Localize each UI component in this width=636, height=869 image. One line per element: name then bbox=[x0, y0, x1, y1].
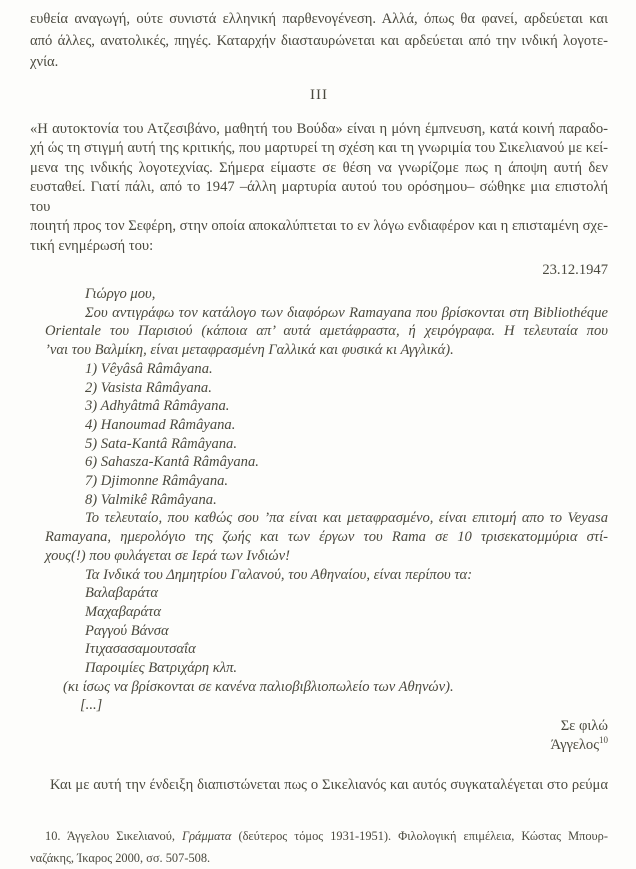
intro-line: χνία. bbox=[30, 54, 59, 70]
letter-line: Τα Ινδικά του Δημητρίου Γαλανού, του Αθηναίου, είναι περίπου τα: bbox=[85, 566, 473, 583]
greek-title-item: Ιτιχασασαμουτσαΐα bbox=[85, 641, 196, 658]
ramayana-item: 2) Vasista Râmâyana. bbox=[85, 379, 212, 396]
ramayana-item: 1) Vêyâsâ Râmâyana. bbox=[85, 360, 213, 377]
footnote-line: ναζάκης, Ίκαρος 2000, σσ. 507-508. bbox=[30, 850, 211, 865]
body-line: χή ώς τη στιγμή αυτή της κριτικής, που μαρτυρεί τη σχέση και τη γνωριμία του Σικελιανού με κεί- bbox=[30, 140, 608, 156]
letter-signature: Άγγελος bbox=[550, 737, 599, 754]
ramayana-item: 7) Djimonne Râmâyana. bbox=[85, 473, 229, 490]
footnote-book-title: Γράμματα bbox=[182, 829, 232, 844]
letter-closing-block bbox=[30, 717, 608, 755]
ramayana-item: 3) Adhyâtmâ Râmâyana. bbox=[85, 398, 230, 415]
letter-signature-line bbox=[30, 736, 608, 755]
body-line: «Η αυτοκτονία του Ατζεσιβάνο, μαθητή του Βούδα» είναι η μόνη έμπνευση, κατά κοινή παραδο- bbox=[30, 120, 608, 137]
intro-line: από άλλες, ανατολικές, πηγές. Καταρχήν διασταυρώνεται και αρδεύεται από την ινδική λογοτε- bbox=[30, 32, 608, 49]
letter-line: χους(!) που φυλάγεται σε Ιερά των Ινδιών! bbox=[45, 547, 290, 564]
ramayana-item: 8) Valmikê Râmâyana. bbox=[85, 491, 217, 508]
letter-line: Σου αντιγράφω τον κατάλογο των διαφόρων Ramayana που βρίσκονται στη Bibliothéque bbox=[85, 304, 608, 321]
footnote-number: 10. bbox=[45, 829, 61, 844]
letter-closing: Σε φιλώ bbox=[560, 718, 608, 735]
greek-titles-list bbox=[45, 584, 608, 678]
letter-date: 23.12.1947 bbox=[542, 262, 608, 278]
section-heading-roman-numeral: III bbox=[310, 86, 328, 103]
body-line: τική ενημέρωσή του: bbox=[30, 237, 154, 254]
greek-title-item: Ραγγού Βάνσα bbox=[85, 622, 169, 639]
letter-line: ’ναι του Βαλμίκη, είναι μεταφρασμένη Γαλλικά και φυσικά κι Αγγλικά). bbox=[45, 342, 454, 359]
intro-line: ευθεία αναγωγή, ούτε συνιστά ελληνική παρθενογένεση. Αλλά, όπως θα φανεί, αρδεύεται και bbox=[30, 11, 608, 27]
quoted-letter bbox=[45, 285, 608, 715]
letter-salutation: Γιώργο μου, bbox=[85, 286, 156, 302]
letter-line: Orientale του Παρισιού (κάποια απ’ αυτά αμετάφραστα, ή χειρόγραφα. Η τελευταία που bbox=[45, 323, 608, 340]
closing-paragraph: Και με αυτή την ένδειξη διαπιστώνεται πως ο Σικελιανός και αυτός συγκαταλέγεται στο ρεύμα bbox=[50, 777, 608, 794]
letter-ellipsis: [...] bbox=[80, 697, 103, 714]
ramayana-list bbox=[45, 360, 608, 510]
body-line: ποιητή προς τον Σεφέρη, στην οποία αποκαλύπτεται το εν λόγω ενδιαφέρον και η επισταμένη σχε- bbox=[30, 218, 608, 234]
greek-title-item: Παροιμίες Βατριχάρη κλπ. bbox=[85, 660, 238, 677]
footnote-text: Άγγελου Σικελιανού, bbox=[60, 829, 183, 844]
body-line: μενα της ινδικής λογοτεχνίας. Σήμερα είμαστε σε θέση να γνωρίζομε πως η άποψη αυτή δεν bbox=[30, 159, 608, 176]
letter-parenthetical: (κι ίσως να βρίσκονται σε κανένα παλιοβιβλιοπωλείο των Αθηνών). bbox=[63, 678, 454, 695]
letter-line: Το τελευταίο, που καθώς σου ’πα είναι και μεταφρασμένο, είναι επιτομή απο το Veyasa bbox=[85, 510, 608, 527]
ramayana-item: 5) Sata-Kantâ Râmâyana. bbox=[85, 435, 238, 452]
letter-line: Ramayana, ημερολόγιο της ζωής και των έργων του Rama σε 10 τρισεκατομμύρια στί- bbox=[45, 529, 608, 546]
body-paragraph bbox=[30, 120, 608, 257]
greek-title-item: Βαλαβαράτα bbox=[85, 585, 159, 602]
ramayana-item: 6) Sahasza-Kantâ Râmâyana. bbox=[85, 454, 259, 471]
intro-paragraph bbox=[30, 9, 608, 74]
footnote-text: (δεύτερος τόμος 1931-1951). Φιλολογική επιμέλεια, Κώστας Μπουρ- bbox=[231, 829, 608, 844]
ramayana-item: 4) Hanoumad Râmâyana. bbox=[85, 416, 236, 433]
greek-title-item: Μαχαβαράτα bbox=[85, 603, 162, 620]
footnote-reference: 10 bbox=[599, 735, 608, 746]
footnote-line bbox=[30, 826, 608, 848]
footnote bbox=[30, 826, 608, 869]
body-line: ευσταθεί. Γιατί πάλι, από το 1947 –άλλη μαρτυρία αυτού του ορόσημου– σώθηκε μια επιστολή του bbox=[30, 179, 608, 215]
